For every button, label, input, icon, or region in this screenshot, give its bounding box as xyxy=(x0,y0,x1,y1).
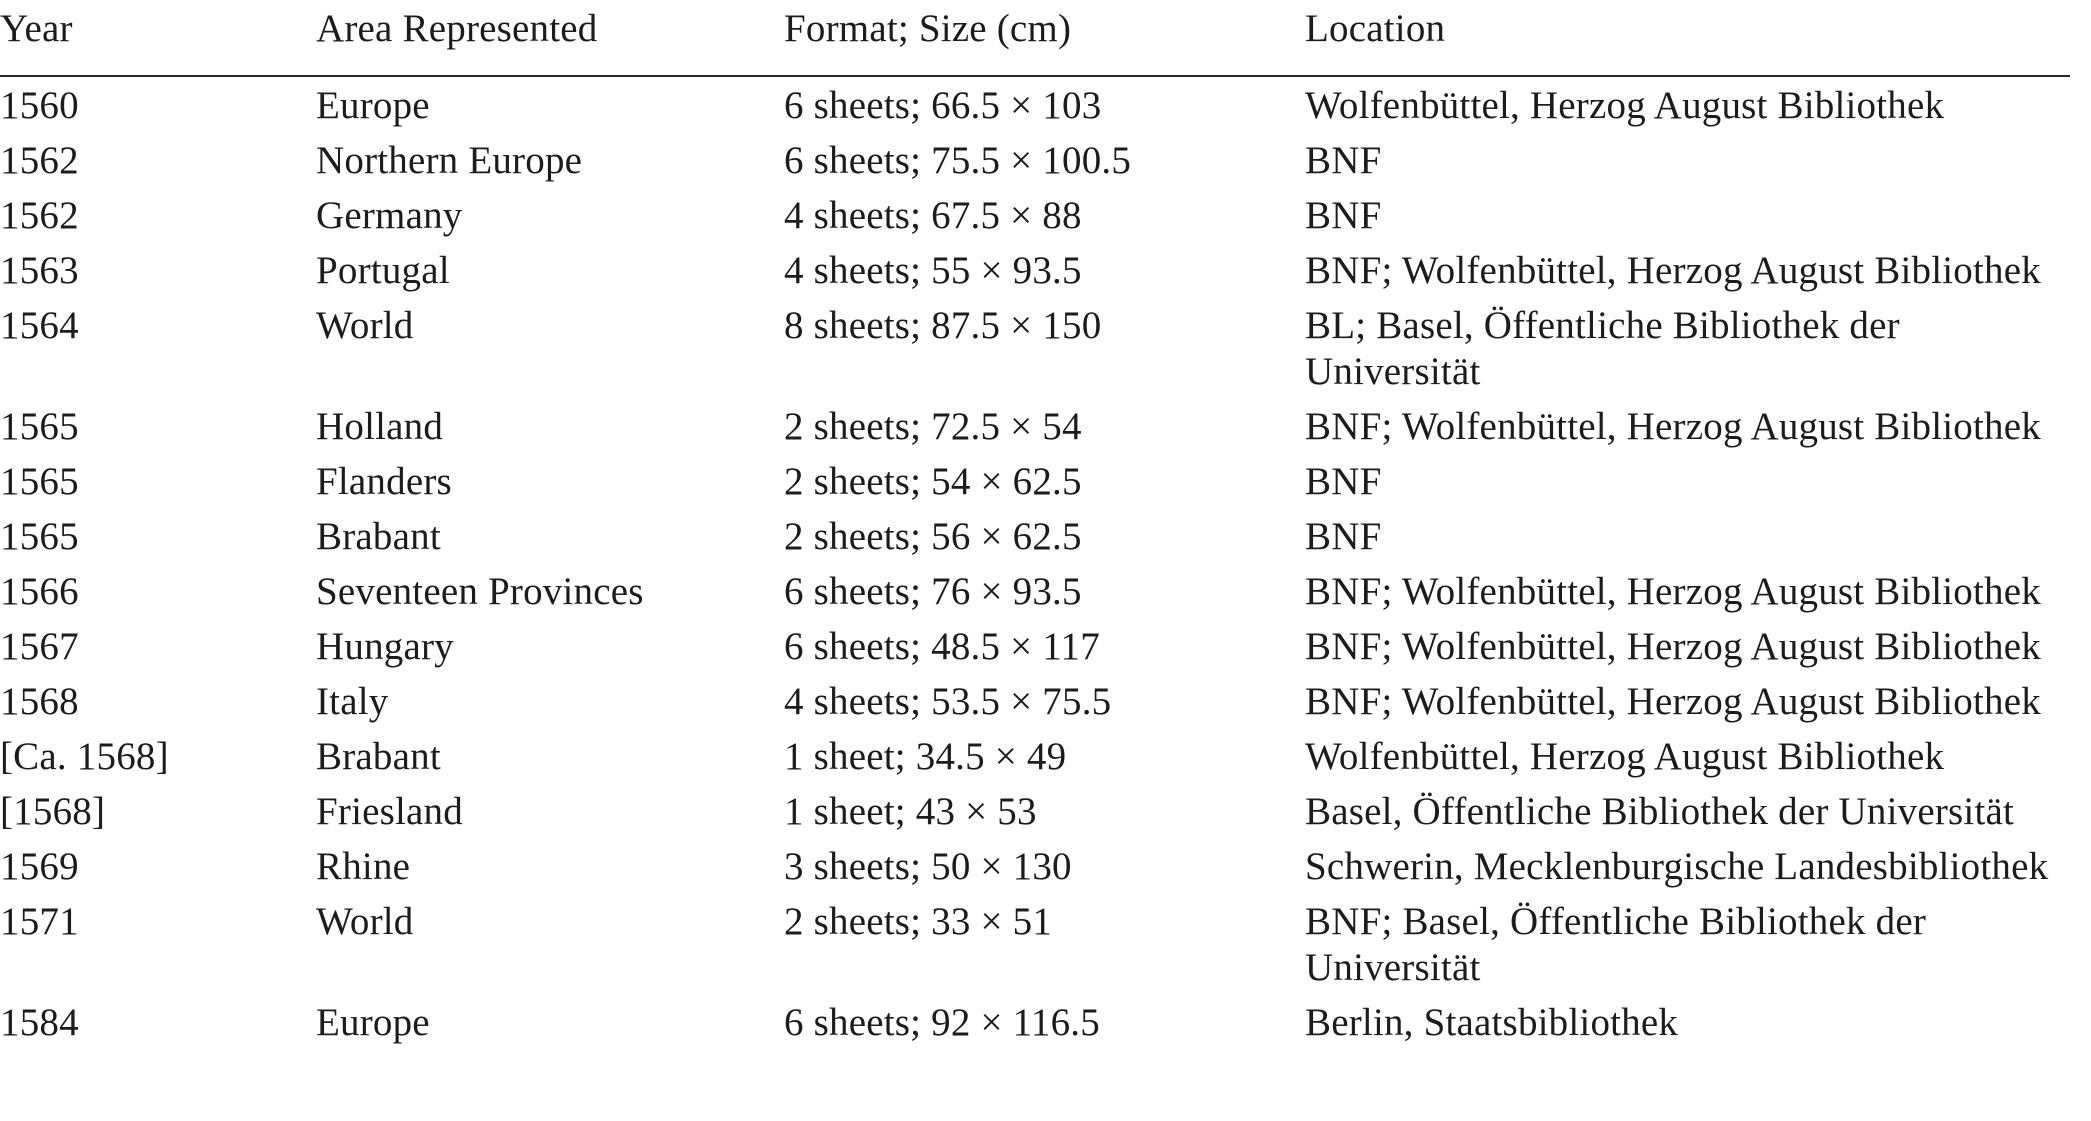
cell-format: 6 sheets; 76 × 93.5 xyxy=(784,570,1082,613)
table-row xyxy=(0,514,2070,569)
cell-location: BNF; Wolfenbüttel, Herzog August Bibliothek xyxy=(1305,680,2041,723)
cell-format: 4 sheets; 67.5 × 88 xyxy=(784,194,1082,237)
table-row xyxy=(0,303,2070,404)
cell-area: Rhine xyxy=(316,845,411,888)
cell-location: BNF; Basel, Öffentliche Bibliothek der Universität xyxy=(1305,900,1927,989)
table-row xyxy=(0,248,2070,303)
cell-format: 2 sheets; 56 × 62.5 xyxy=(784,515,1082,558)
table-row xyxy=(0,734,2070,789)
cell-format: 6 sheets; 48.5 × 117 xyxy=(784,625,1100,668)
table-row xyxy=(0,193,2070,248)
cell-location: BNF; Wolfenbüttel, Herzog August Bibliothek xyxy=(1305,249,2041,292)
cell-area: Europe xyxy=(316,1001,430,1044)
cell-location: Schwerin, Mecklenburgische Landesbibliothek xyxy=(1305,845,2049,888)
cell-format: 6 sheets; 66.5 × 103 xyxy=(784,84,1102,127)
cell-year: 1562 xyxy=(0,139,79,182)
cell-location: Wolfenbüttel, Herzog August Bibliothek xyxy=(1305,84,1945,127)
header-year: Year xyxy=(0,7,73,50)
cell-format: 2 sheets; 54 × 62.5 xyxy=(784,460,1082,503)
cell-format: 1 sheet; 34.5 × 49 xyxy=(784,735,1067,778)
cell-year: 1565 xyxy=(0,405,79,448)
cell-area: Germany xyxy=(316,194,463,237)
cell-area: Friesland xyxy=(316,790,463,833)
cell-year: 1565 xyxy=(0,515,79,558)
cell-location: BNF xyxy=(1305,515,1382,558)
cell-location: Basel, Öffentliche Bibliothek der Universität xyxy=(1305,790,2015,833)
header-location: Location xyxy=(1305,7,1446,50)
cell-year: 1568 xyxy=(0,680,79,723)
cell-area: Northern Europe xyxy=(316,139,583,182)
table-body xyxy=(0,83,2070,1055)
cell-location: BNF xyxy=(1305,460,1382,503)
table-row xyxy=(0,624,2070,679)
cell-format: 2 sheets; 33 × 51 xyxy=(784,900,1053,943)
header-area-represented: Area Represented xyxy=(316,7,598,50)
cell-format: 4 sheets; 55 × 93.5 xyxy=(784,249,1082,292)
cell-year: [1568] xyxy=(0,790,106,833)
table-row xyxy=(0,1000,2070,1055)
cell-format: 6 sheets; 92 × 116.5 xyxy=(784,1001,1100,1044)
cell-year: [Ca. 1568] xyxy=(0,735,169,778)
cell-area: Seventeen Provinces xyxy=(316,570,644,613)
cell-format: 8 sheets; 87.5 × 150 xyxy=(784,304,1102,347)
table-row xyxy=(0,459,2070,514)
cell-area: Holland xyxy=(316,405,444,448)
cell-location: BNF; Wolfenbüttel, Herzog August Bibliothek xyxy=(1305,570,2041,613)
cell-format: 1 sheet; 43 × 53 xyxy=(784,790,1037,833)
cell-year: 1566 xyxy=(0,570,79,613)
table-row xyxy=(0,789,2070,844)
cell-location: Wolfenbüttel, Herzog August Bibliothek xyxy=(1305,735,1945,778)
table-header-row xyxy=(0,0,2070,58)
cell-area: Europe xyxy=(316,84,430,127)
cell-area: Italy xyxy=(316,680,389,723)
header-divider xyxy=(0,75,2070,77)
cell-location: BNF; Wolfenbüttel, Herzog August Bibliothek xyxy=(1305,405,2041,448)
cell-year: 1584 xyxy=(0,1001,79,1044)
cell-year: 1563 xyxy=(0,249,79,292)
cell-location: BL; Basel, Öffentliche Bibliothek der Universität xyxy=(1305,304,1900,393)
cell-format: 6 sheets; 75.5 × 100.5 xyxy=(784,139,1132,182)
table-row xyxy=(0,404,2070,459)
cell-location: Berlin, Staatsbibliothek xyxy=(1305,1001,1679,1044)
cell-area: Brabant xyxy=(316,515,441,558)
cell-area: Portugal xyxy=(316,249,450,292)
cell-location: BNF xyxy=(1305,139,1382,182)
cell-area: World xyxy=(316,304,414,347)
cell-year: 1560 xyxy=(0,84,79,127)
cell-year: 1564 xyxy=(0,304,79,347)
cell-year: 1567 xyxy=(0,625,79,668)
cell-format: 2 sheets; 72.5 × 54 xyxy=(784,405,1082,448)
cell-year: 1571 xyxy=(0,900,79,943)
cell-area: Brabant xyxy=(316,735,441,778)
table-row xyxy=(0,569,2070,624)
header-format-size: Format; Size (cm) xyxy=(784,7,1072,50)
cell-location: BNF xyxy=(1305,194,1382,237)
cell-year: 1565 xyxy=(0,460,79,503)
table-row xyxy=(0,844,2070,899)
cell-year: 1569 xyxy=(0,845,79,888)
table-row xyxy=(0,138,2070,193)
table-row xyxy=(0,679,2070,734)
cell-format: 3 sheets; 50 × 130 xyxy=(784,845,1072,888)
cell-area: Hungary xyxy=(316,625,454,668)
table-row xyxy=(0,83,2070,138)
cell-area: Flanders xyxy=(316,460,452,503)
cell-format: 4 sheets; 53.5 × 75.5 xyxy=(784,680,1112,723)
cell-location: BNF; Wolfenbüttel, Herzog August Bibliothek xyxy=(1305,625,2041,668)
cell-area: World xyxy=(316,900,414,943)
cell-year: 1562 xyxy=(0,194,79,237)
table-row xyxy=(0,899,2070,1000)
